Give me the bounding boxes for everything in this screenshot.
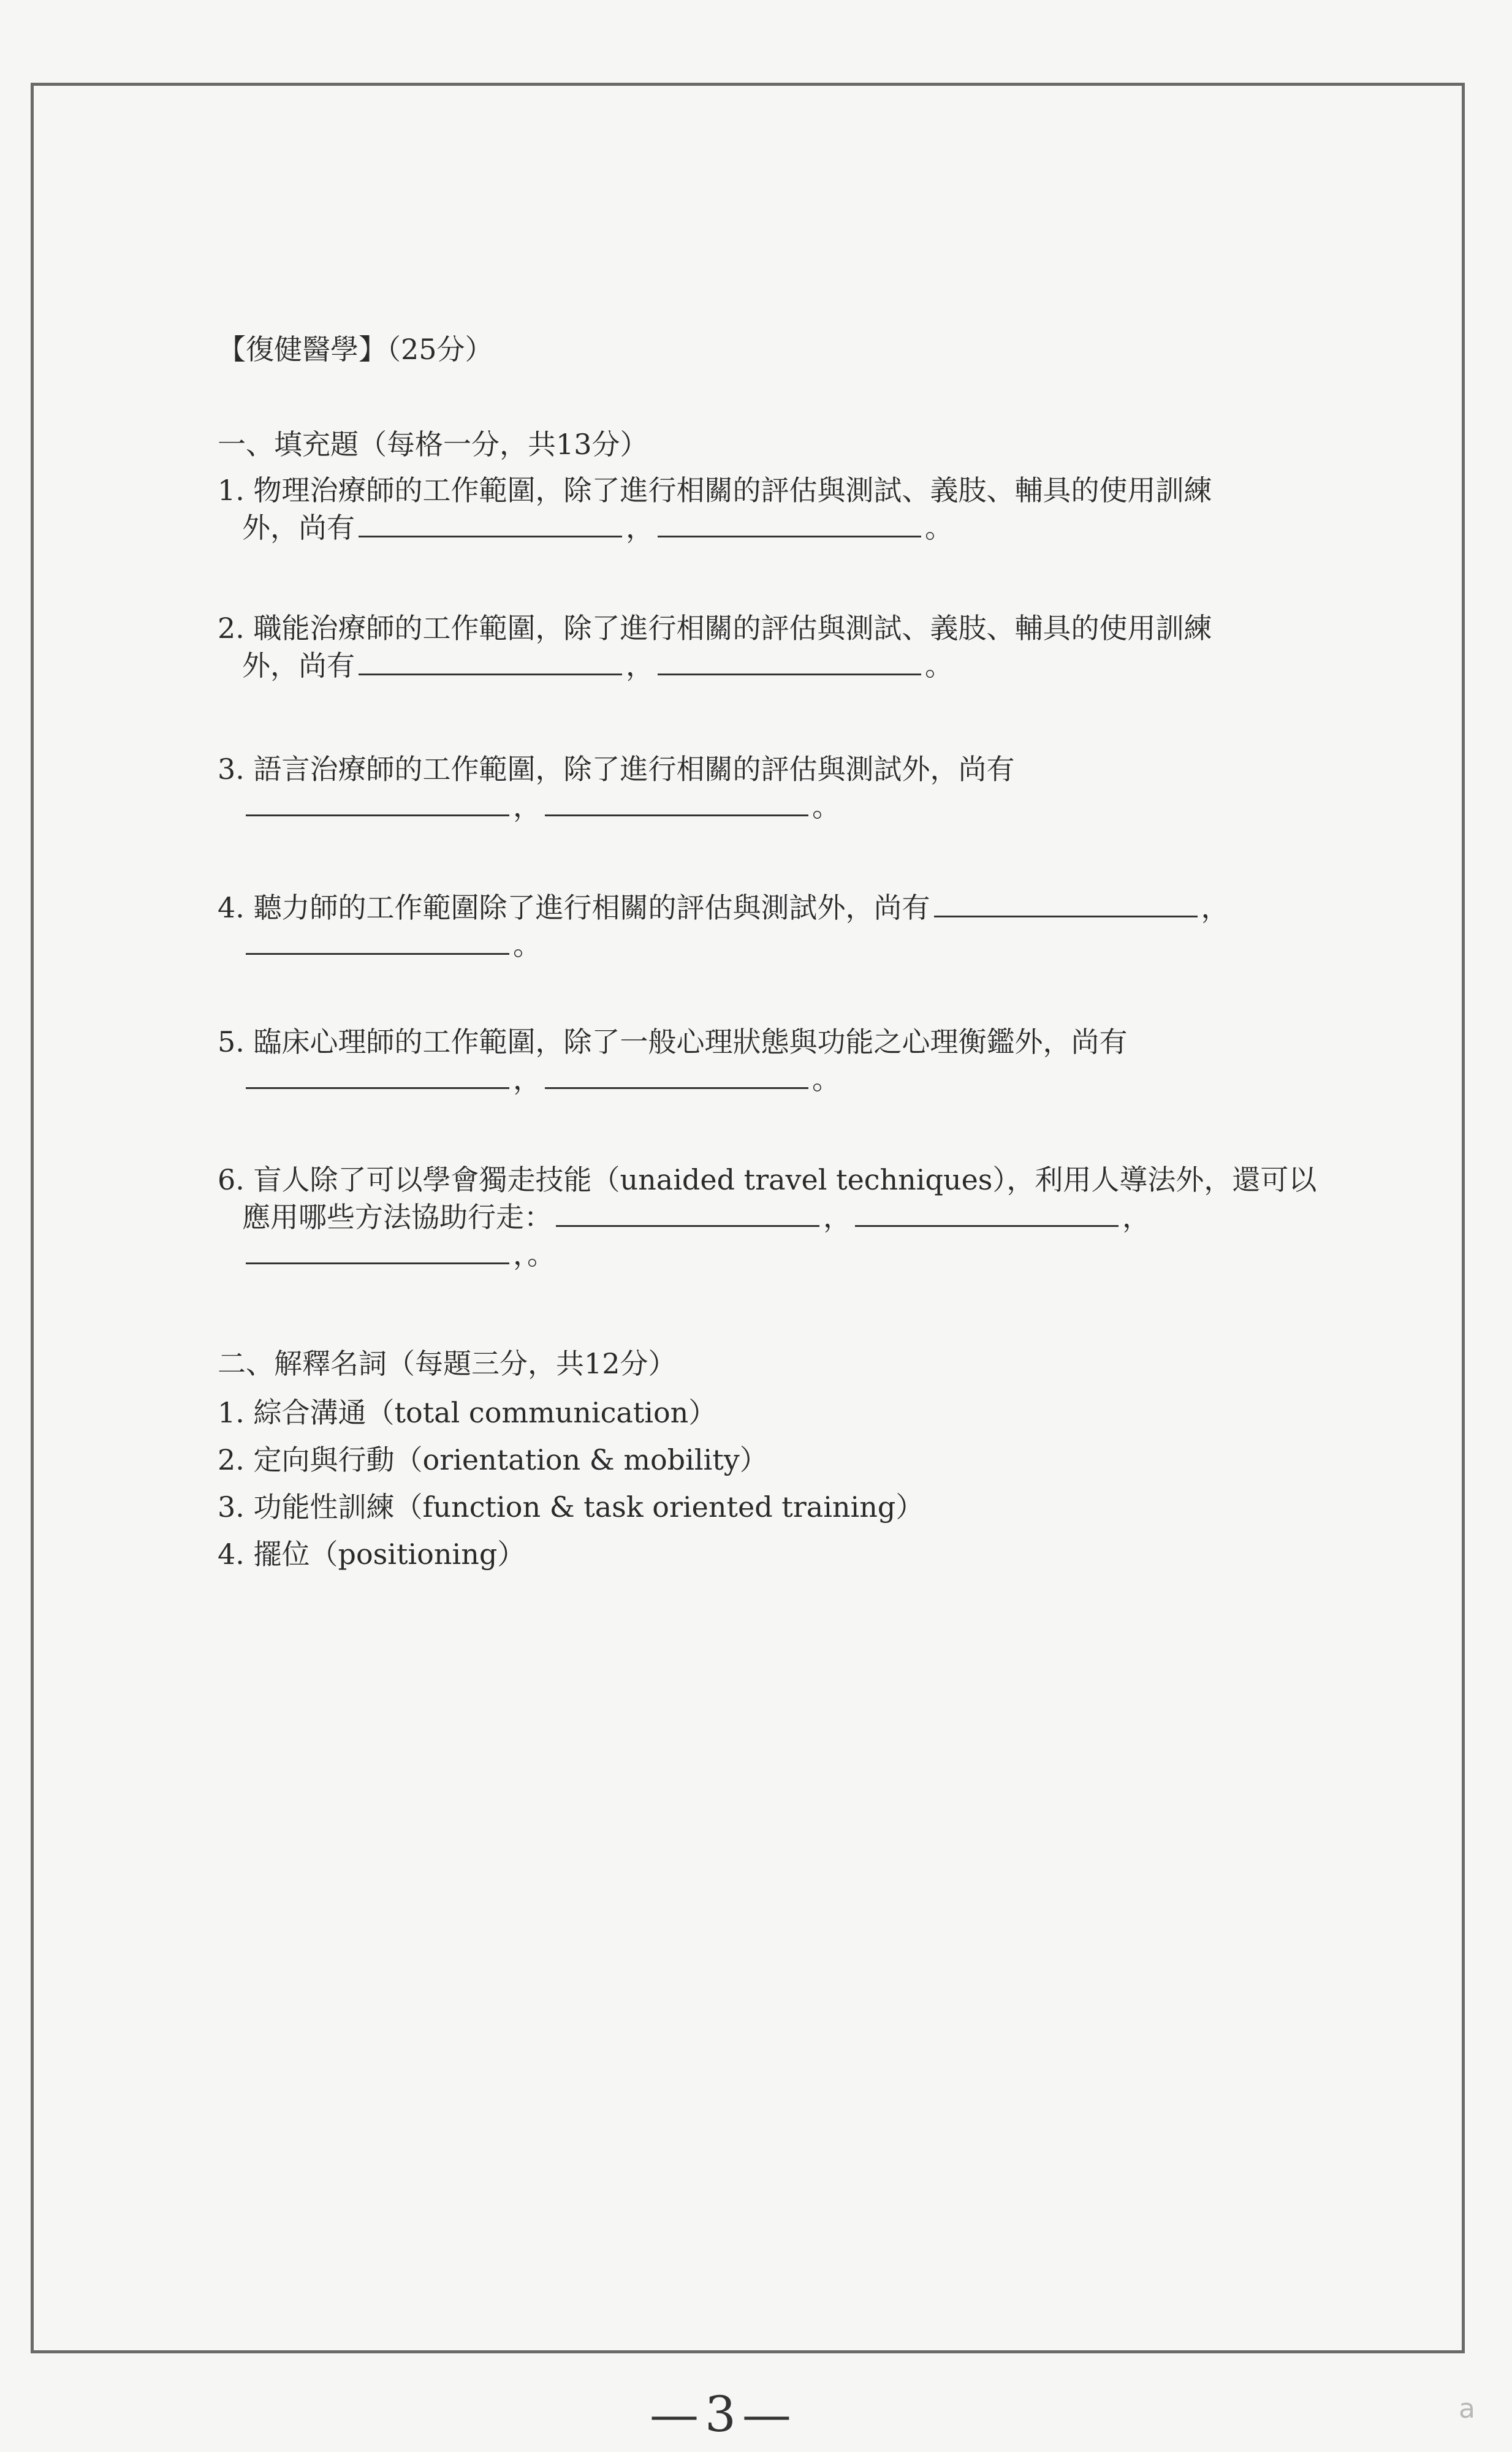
question-1 bbox=[218, 472, 1321, 546]
question-3 bbox=[218, 751, 1321, 825]
answer-blank[interactable] bbox=[246, 1235, 509, 1264]
comma: ， bbox=[626, 511, 654, 544]
question-1-lead: 外，尚有 bbox=[242, 511, 355, 544]
period: 。 bbox=[812, 790, 840, 823]
question-2 bbox=[218, 610, 1321, 684]
question-6-lead: 應用哪些方法協助行走： bbox=[242, 1201, 552, 1234]
comma: ， bbox=[1122, 1201, 1150, 1234]
answer-blank[interactable] bbox=[545, 788, 808, 816]
period: 。 bbox=[925, 511, 953, 544]
question-5 bbox=[218, 1023, 1321, 1098]
comma: ， bbox=[626, 649, 654, 682]
comma: ， bbox=[823, 1201, 851, 1234]
answer-blank[interactable] bbox=[934, 889, 1198, 917]
period: 。 bbox=[925, 649, 953, 682]
answer-blank[interactable] bbox=[658, 509, 921, 537]
comma: ， bbox=[513, 1063, 541, 1096]
answer-blank[interactable] bbox=[855, 1198, 1119, 1227]
period: 。 bbox=[513, 928, 541, 962]
subject-title: 【復健醫學】（25分） bbox=[218, 333, 493, 366]
answer-blank[interactable] bbox=[246, 926, 509, 955]
answer-blank[interactable] bbox=[359, 509, 622, 537]
term-item: 4. 擺位（positioning） bbox=[218, 1538, 526, 1571]
section-definitions-title: 二、解釋名詞（每題三分，共12分） bbox=[218, 1347, 677, 1380]
term-item: 1. 綜合溝通（total communication） bbox=[218, 1396, 717, 1429]
question-4 bbox=[218, 889, 1321, 963]
question-2-lead: 外，尚有 bbox=[242, 649, 355, 682]
question-1-text: 1. 物理治療師的工作範圍，除了進行相關的評估與測試、義肢、輔具的使用訓練 bbox=[218, 474, 1212, 507]
answer-blank[interactable] bbox=[545, 1060, 808, 1089]
question-6-end: ，。 bbox=[513, 1238, 555, 1271]
period: 。 bbox=[812, 1063, 840, 1096]
question-3-text: 3. 語言治療師的工作範圍，除了進行相關的評估與測試外，尚有 bbox=[218, 753, 1015, 786]
section-fill-in-title: 一、填充題（每格一分，共13分） bbox=[218, 428, 648, 461]
answer-blank[interactable] bbox=[246, 1060, 509, 1089]
answer-blank[interactable] bbox=[246, 788, 509, 816]
page-number: —3— bbox=[650, 2386, 797, 2443]
answer-blank[interactable] bbox=[556, 1198, 819, 1227]
comma: ， bbox=[513, 790, 541, 823]
question-6 bbox=[218, 1161, 1321, 1273]
comma: ， bbox=[1201, 891, 1229, 924]
answer-blank[interactable] bbox=[658, 647, 921, 675]
question-2-text: 2. 職能治療師的工作範圍，除了進行相關的評估與測試、義肢、輔具的使用訓練 bbox=[218, 612, 1212, 645]
question-4-text: 4. 聽力師的工作範圍除了進行相關的評估與測試外，尚有 bbox=[218, 891, 930, 924]
answer-blank[interactable] bbox=[359, 647, 622, 675]
question-6-text: 6. 盲人除了可以學會獨走技能（unaided travel techniques），利用人導法外，還可以 bbox=[218, 1163, 1317, 1196]
term-item: 2. 定向與行動（orientation & mobility） bbox=[218, 1443, 768, 1476]
term-item: 3. 功能性訓練（function & task oriented training） bbox=[218, 1490, 924, 1524]
question-5-text: 5. 臨床心理師的工作範圍，除了一般心理狀態與功能之心理衡鑑外，尚有 bbox=[218, 1025, 1128, 1058]
corner-mark: a bbox=[1459, 2393, 1475, 2424]
